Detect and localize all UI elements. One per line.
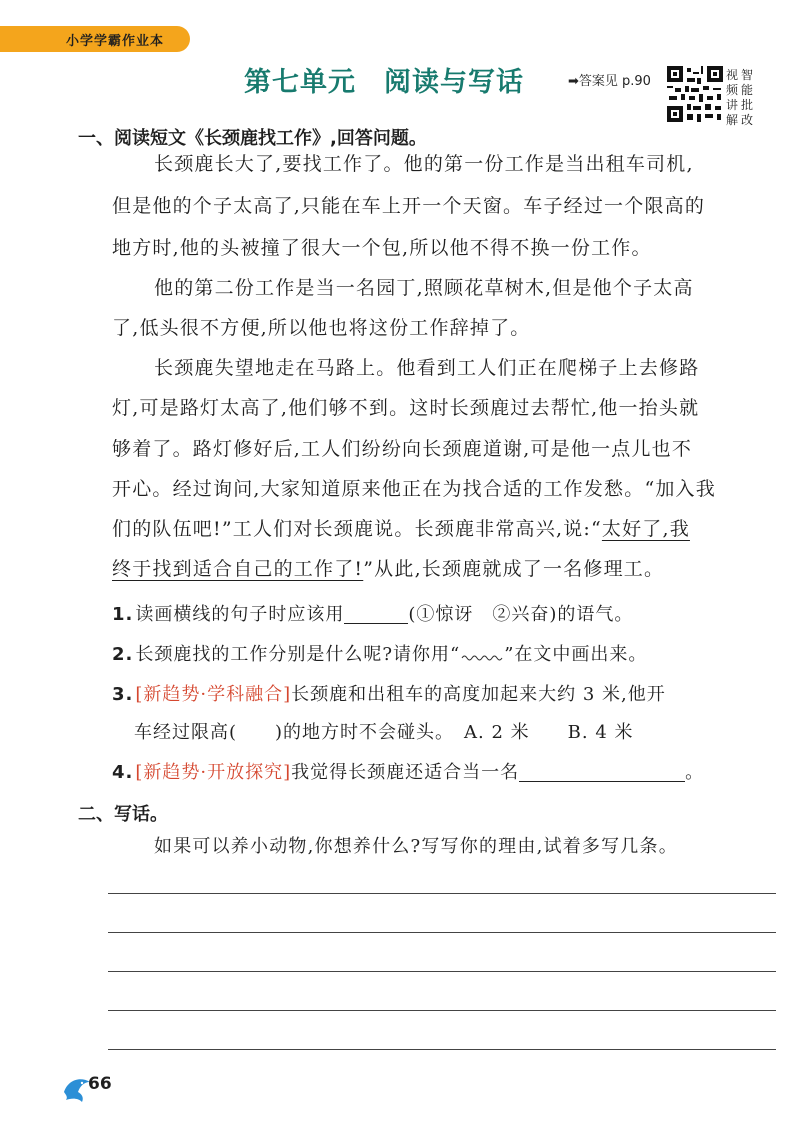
wavy-underline-icon <box>460 650 504 664</box>
writing-line[interactable] <box>108 893 776 894</box>
underlined-sentence-part2: 终于找到适合自己的工作了! <box>112 558 364 580</box>
passage-line: 了,低头很不方便,所以他也将这份工作辞掉了。 <box>112 317 531 339</box>
question-tag: [新趋势·学科融合] <box>135 684 292 705</box>
question-1 <box>112 600 633 626</box>
passage-line: 灯,可是路灯太高了,他们够不到。这时长颈鹿过去帮忙,他一抬头就 <box>112 397 700 419</box>
qr-caption-grading: 智能批改 <box>741 68 754 127</box>
question-3-line2: 车经过限高( )的地方时不会碰头。 A. 2 米 B. 4 米 <box>134 722 634 743</box>
question-number: 3. <box>112 684 134 705</box>
question-text: ”在文中画出来。 <box>504 644 648 665</box>
writing-prompt: 如果可以养小动物,你想养什么?写写你的理由,试着多写几条。 <box>154 836 678 857</box>
section2-heading: 二、写话。 <box>78 804 168 825</box>
header-tab <box>0 26 190 52</box>
question-number: 2. <box>112 644 134 665</box>
writing-line[interactable] <box>108 1010 776 1011</box>
qr-code-icon <box>667 66 723 122</box>
question-number: 4. <box>112 762 134 783</box>
passage-line <box>112 520 690 539</box>
passage-line: 开心。经过询问,大家知道原来他正在为找合适的工作发愁。“加入我 <box>112 478 716 500</box>
page-number: 66 <box>88 1074 112 1094</box>
unit-title: 第七单元 阅读与写话 <box>244 67 524 98</box>
question-text: 读画横线的句子时应该用 <box>135 604 345 625</box>
question-number: 1. <box>112 604 134 625</box>
writing-line[interactable] <box>108 1049 776 1050</box>
section1-heading: 一、阅读短文《长颈鹿找工作》,回答问题。 <box>78 128 427 149</box>
underlined-sentence-part1: 太好了,我 <box>601 518 690 540</box>
answer-reference: ➡答案见 p.90 <box>568 74 651 89</box>
writing-line[interactable] <box>108 932 776 933</box>
question-text: 长颈鹿和出租车的高度加起来大约 3 米,他开 <box>291 684 666 705</box>
passage-line: 但是他的个子太高了,只能在车上开一个天窗。车子经过一个限高的 <box>112 195 706 217</box>
question-text: 我觉得长颈鹿还适合当一名 <box>291 762 520 783</box>
passage-line: 长颈鹿失望地走在马路上。他看到工人们正在爬梯子上去修路 <box>154 357 700 379</box>
question-text: 长颈鹿找的工作分别是什么呢?请你用“ <box>135 644 461 665</box>
question-text: 。 <box>685 762 705 783</box>
passage-text: 们的队伍吧!”工人们对长颈鹿说。长颈鹿非常高兴,说:“ <box>112 518 602 540</box>
writing-line[interactable] <box>108 971 776 972</box>
passage-line: 长颈鹿长大了,要找工作了。他的第一份工作是当出租车司机, <box>154 153 694 175</box>
question-4 <box>112 758 704 784</box>
question-text: (①惊讶 ②兴奋)的语气。 <box>408 604 634 625</box>
question-2 <box>112 640 647 666</box>
answer-blank[interactable] <box>344 605 408 624</box>
passage-line: 地方时,他的头被撞了很大一个包,所以他不得不换一份工作。 <box>112 237 652 259</box>
page-number-badge <box>60 1070 112 1110</box>
passage-text: ”从此,长颈鹿就成了一名修理工。 <box>363 558 665 580</box>
question-3 <box>112 680 666 706</box>
qr-caption-video: 视频讲解 <box>726 68 739 127</box>
question-tag: [新趋势·开放探究] <box>135 762 292 783</box>
passage-line <box>112 560 664 579</box>
passage-line: 够着了。路灯修好后,工人们纷纷向长颈鹿道谢,可是他一点儿也不 <box>112 438 693 460</box>
answer-blank[interactable] <box>519 763 685 782</box>
header-tab-label: 小学学霸作业本 <box>66 34 165 49</box>
passage-line: 他的第二份工作是当一名园丁,照顾花草树木,但是他个子太高 <box>154 277 694 299</box>
